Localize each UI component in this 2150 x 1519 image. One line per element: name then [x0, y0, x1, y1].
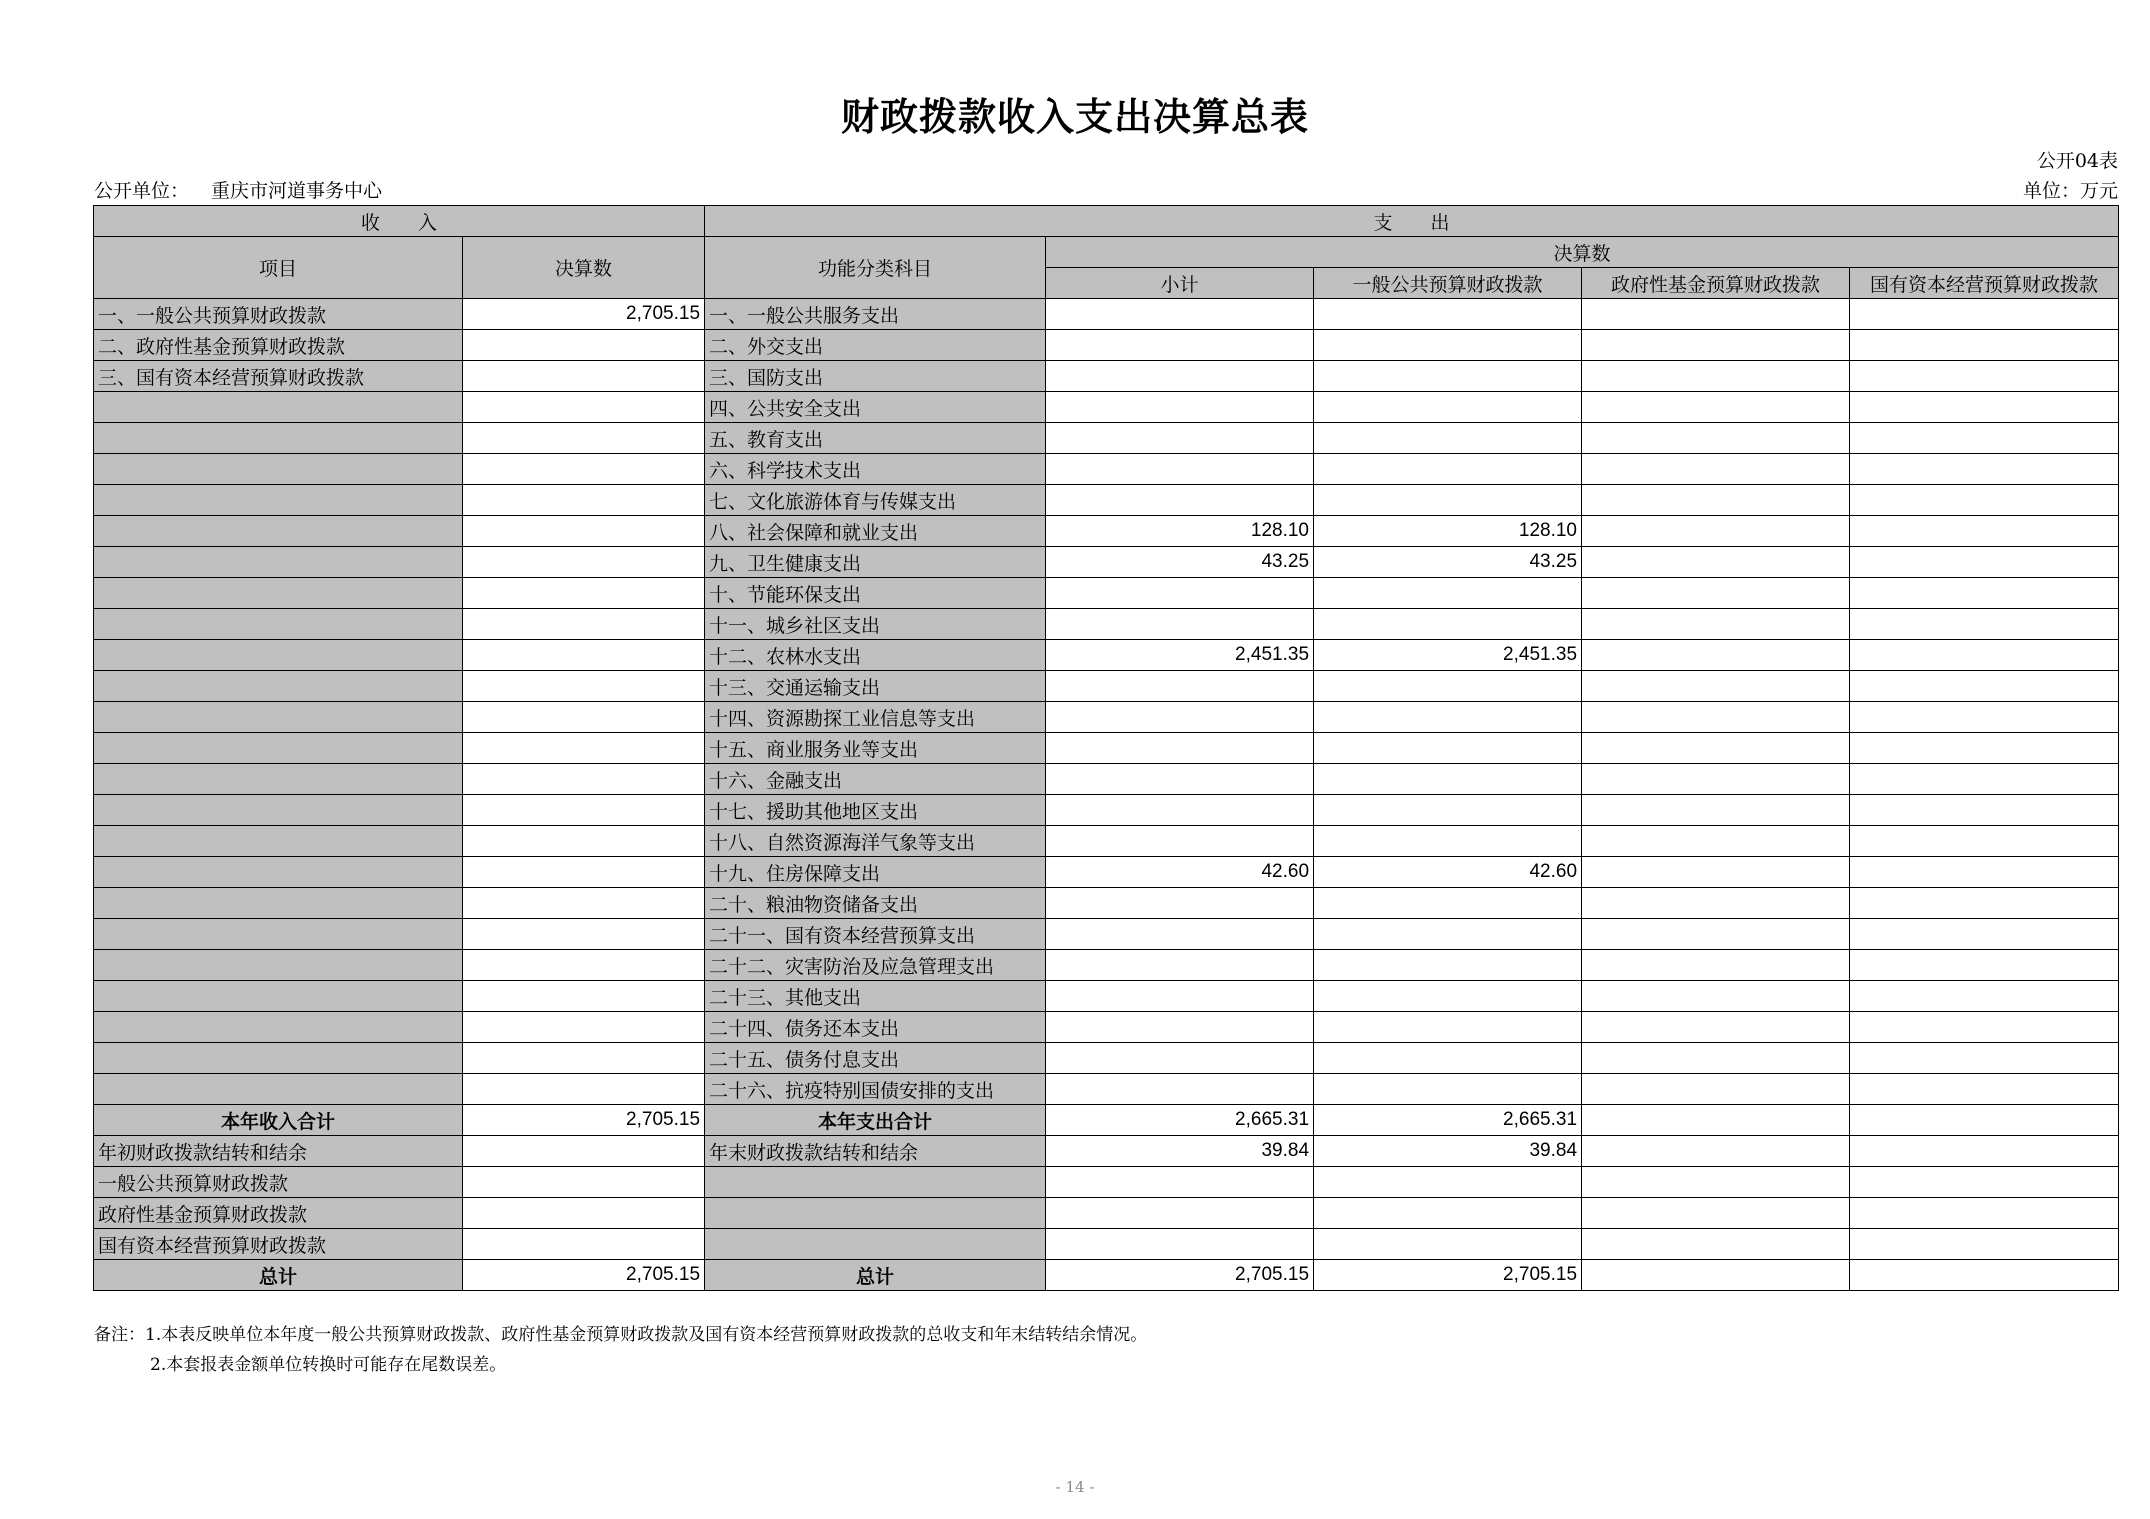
subtotal-cell: [1046, 950, 1314, 981]
state-capital-cell: [1850, 299, 2119, 330]
income-item-cell: 本年收入合计: [94, 1105, 463, 1136]
expense-item-cell: 十三、交通运输支出: [705, 671, 1046, 702]
income-item-cell: [94, 857, 463, 888]
header-row-1: [94, 206, 2119, 237]
income-amount-cell: [463, 392, 705, 423]
expense-item-cell: 七、文化旅游体育与传媒支出: [705, 485, 1046, 516]
gov-fund-cell: [1582, 950, 1850, 981]
income-item-cell: [94, 1043, 463, 1074]
table-row: [94, 392, 2119, 423]
note-1: 备注：1.本表反映单位本年度一般公共预算财政拨款、政府性基金预算财政拨款及国有资本经营预算财政拨款的总收支和年末结转结余情况。: [94, 1325, 1148, 1345]
general-cell: 128.10: [1314, 516, 1582, 547]
expense-item-cell: 二、外交支出: [705, 330, 1046, 361]
subtotal-cell: [1046, 1043, 1314, 1074]
table-row: [94, 640, 2119, 671]
general-cell: [1314, 1074, 1582, 1105]
income-item-cell: [94, 919, 463, 950]
subtotal-cell: [1046, 1167, 1314, 1198]
subtotal-cell: [1046, 733, 1314, 764]
expense-item-cell: 本年支出合计: [705, 1105, 1046, 1136]
table-row: [94, 578, 2119, 609]
carry-row: [94, 1167, 2119, 1198]
general-cell: [1314, 330, 1582, 361]
state-capital-cell: [1850, 795, 2119, 826]
income-item-cell: [94, 1012, 463, 1043]
income-amount-cell: [463, 485, 705, 516]
state-capital-cell: [1850, 1229, 2119, 1260]
carry-row: [94, 1229, 2119, 1260]
expense-item-cell: 二十、粮油物资储备支出: [705, 888, 1046, 919]
income-amount-cell: 2,705.15: [463, 1260, 705, 1291]
state-capital-cell: [1850, 423, 2119, 454]
income-amount-cell: [463, 516, 705, 547]
subtotal-cell: [1046, 1074, 1314, 1105]
income-item-cell: [94, 795, 463, 826]
subtotal-header: 小计: [1046, 268, 1314, 299]
income-amount-cell: [463, 919, 705, 950]
state-capital-cell: [1850, 392, 2119, 423]
income-item-cell: 三、国有资本经营预算财政拨款: [94, 361, 463, 392]
table-row: [94, 981, 2119, 1012]
subtotal-cell: 39.84: [1046, 1136, 1314, 1167]
income-item-cell: [94, 640, 463, 671]
state-capital-cell: [1850, 485, 2119, 516]
gov-fund-cell: [1582, 392, 1850, 423]
income-amount-cell: [463, 981, 705, 1012]
income-amount-cell: [463, 888, 705, 919]
subtotal-cell: 2,705.15: [1046, 1260, 1314, 1291]
amount-header: 决算数: [463, 237, 705, 299]
gov-fund-cell: [1582, 671, 1850, 702]
table-row: [94, 423, 2119, 454]
income-item-cell: [94, 516, 463, 547]
state-capital-cell: [1850, 671, 2119, 702]
general-cell: [1314, 361, 1582, 392]
gov-fund-cell: [1582, 826, 1850, 857]
state-capital-cell: [1850, 702, 2119, 733]
table-row: [94, 485, 2119, 516]
general-cell: 2,451.35: [1314, 640, 1582, 671]
state-capital-cell: [1850, 640, 2119, 671]
state-capital-cell: [1850, 1043, 2119, 1074]
table-row: [94, 888, 2119, 919]
gov-fund-cell: [1582, 516, 1850, 547]
expense-item-cell: 五、教育支出: [705, 423, 1046, 454]
general-cell: [1314, 733, 1582, 764]
header-row-2: [94, 237, 2119, 268]
expense-item-cell: 十二、农林水支出: [705, 640, 1046, 671]
subtotal-cell: [1046, 1229, 1314, 1260]
state-capital-cell: [1850, 516, 2119, 547]
expense-item-cell: 二十四、债务还本支出: [705, 1012, 1046, 1043]
income-item-cell: [94, 609, 463, 640]
expense-item-cell: 二十三、其他支出: [705, 981, 1046, 1012]
subtotal-cell: [1046, 299, 1314, 330]
page-number: - 14 -: [1055, 1478, 1095, 1496]
general-cell: [1314, 671, 1582, 702]
state-capital-cell: [1850, 1260, 2119, 1291]
income-amount-cell: [463, 671, 705, 702]
income-amount-cell: [463, 857, 705, 888]
expense-item-cell: 九、卫生健康支出: [705, 547, 1046, 578]
income-item-cell: 政府性基金预算财政拨款: [94, 1198, 463, 1229]
gov-fund-cell: [1582, 299, 1850, 330]
expense-item-cell: 二十一、国有资本经营预算支出: [705, 919, 1046, 950]
general-cell: 43.25: [1314, 547, 1582, 578]
state-capital-cell: [1850, 609, 2119, 640]
unit-label: 单位：万元: [2022, 180, 2118, 202]
expense-item-cell: 十五、商业服务业等支出: [705, 733, 1046, 764]
income-item-cell: 一般公共预算财政拨款: [94, 1167, 463, 1198]
subtotal-cell: 42.60: [1046, 857, 1314, 888]
state-capital-cell: [1850, 764, 2119, 795]
subtotal-cell: [1046, 795, 1314, 826]
general-cell: [1314, 485, 1582, 516]
gov-fund-cell: [1582, 330, 1850, 361]
subtotal-cell: [1046, 485, 1314, 516]
form-number: 公开04表: [2036, 150, 2118, 172]
state-capital-cell: [1850, 1136, 2119, 1167]
subtotal-cell: 43.25: [1046, 547, 1314, 578]
subtotal-cell: [1046, 764, 1314, 795]
income-item-cell: [94, 423, 463, 454]
income-amount-cell: [463, 1074, 705, 1105]
expense-item-cell: 十七、援助其他地区支出: [705, 795, 1046, 826]
gov-fund-cell: [1582, 1136, 1850, 1167]
expense-item-cell: 二十六、抗疫特别国债安排的支出: [705, 1074, 1046, 1105]
income-amount-cell: [463, 454, 705, 485]
gov-fund-header: 政府性基金预算财政拨款: [1582, 268, 1850, 299]
income-amount-cell: [463, 950, 705, 981]
gov-fund-cell: [1582, 888, 1850, 919]
subtotal-cell: [1046, 609, 1314, 640]
income-item-cell: 总计: [94, 1260, 463, 1291]
org-name: 重庆市河道事务中心: [211, 180, 383, 202]
general-cell: [1314, 826, 1582, 857]
table-row: [94, 361, 2119, 392]
income-item-cell: [94, 888, 463, 919]
subtotal-cell: [1046, 361, 1314, 392]
state-capital-cell: [1850, 1105, 2119, 1136]
income-item-cell: [94, 826, 463, 857]
gov-fund-cell: [1582, 423, 1850, 454]
gov-fund-cell: [1582, 1105, 1850, 1136]
state-capital-cell: [1850, 361, 2119, 392]
annual-total-row: [94, 1105, 2119, 1136]
gov-fund-cell: [1582, 454, 1850, 485]
income-amount-cell: [463, 330, 705, 361]
gov-fund-cell: [1582, 1074, 1850, 1105]
income-amount-cell: [463, 1198, 705, 1229]
table-row: [94, 857, 2119, 888]
table-row: [94, 950, 2119, 981]
table-row: [94, 1074, 2119, 1105]
state-capital-cell: [1850, 826, 2119, 857]
gov-fund-cell: [1582, 764, 1850, 795]
state-capital-cell: [1850, 578, 2119, 609]
general-cell: [1314, 1167, 1582, 1198]
gov-fund-cell: [1582, 857, 1850, 888]
state-capital-cell: [1850, 1074, 2119, 1105]
state-capital-cell: [1850, 1167, 2119, 1198]
expense-item-cell: 六、科学技术支出: [705, 454, 1046, 485]
gov-fund-cell: [1582, 1229, 1850, 1260]
income-amount-cell: [463, 1167, 705, 1198]
expense-item-cell: 四、公共安全支出: [705, 392, 1046, 423]
general-cell: [1314, 702, 1582, 733]
general-header: 一般公共预算财政拨款: [1314, 268, 1582, 299]
subtotal-cell: [1046, 454, 1314, 485]
expense-item-cell: [705, 1167, 1046, 1198]
income-header: 收 入: [94, 206, 705, 237]
income-item-cell: [94, 702, 463, 733]
income-item-cell: [94, 392, 463, 423]
general-cell: [1314, 981, 1582, 1012]
general-cell: 42.60: [1314, 857, 1582, 888]
gov-fund-cell: [1582, 702, 1850, 733]
income-item-cell: 国有资本经营预算财政拨款: [94, 1229, 463, 1260]
state-capital-header: 国有资本经营预算财政拨款: [1850, 268, 2119, 299]
table-row: [94, 795, 2119, 826]
table-row: [94, 609, 2119, 640]
income-item-cell: [94, 485, 463, 516]
subtotal-cell: [1046, 702, 1314, 733]
state-capital-cell: [1850, 1198, 2119, 1229]
state-capital-cell: [1850, 547, 2119, 578]
income-amount-cell: 2,705.15: [463, 299, 705, 330]
carry-row: [94, 1198, 2119, 1229]
state-capital-cell: [1850, 888, 2119, 919]
subtotal-cell: [1046, 888, 1314, 919]
table-row: [94, 454, 2119, 485]
general-cell: 39.84: [1314, 1136, 1582, 1167]
income-amount-cell: [463, 609, 705, 640]
general-cell: [1314, 919, 1582, 950]
income-amount-cell: [463, 547, 705, 578]
income-amount-cell: [463, 733, 705, 764]
gov-fund-cell: [1582, 1043, 1850, 1074]
state-capital-cell: [1850, 733, 2119, 764]
subtotal-cell: [1046, 826, 1314, 857]
page-title: 财政拨款收入支出决算总表: [840, 95, 1309, 139]
subtotal-cell: [1046, 392, 1314, 423]
general-cell: [1314, 609, 1582, 640]
expense-item-cell: 一、一般公共服务支出: [705, 299, 1046, 330]
state-capital-cell: [1850, 1012, 2119, 1043]
table-row: [94, 919, 2119, 950]
subtotal-cell: 2,665.31: [1046, 1105, 1314, 1136]
gov-fund-cell: [1582, 733, 1850, 764]
gov-fund-cell: [1582, 1012, 1850, 1043]
income-item-cell: 年初财政拨款结转和结余: [94, 1136, 463, 1167]
income-item-cell: [94, 733, 463, 764]
expense-header: 支 出: [705, 206, 2119, 237]
subtotal-cell: 2,451.35: [1046, 640, 1314, 671]
state-capital-cell: [1850, 454, 2119, 485]
general-cell: [1314, 1012, 1582, 1043]
state-capital-cell: [1850, 330, 2119, 361]
general-cell: [1314, 578, 1582, 609]
final-header: 决算数: [1046, 237, 2119, 268]
expense-item-cell: 十八、自然资源海洋气象等支出: [705, 826, 1046, 857]
table-row: [94, 671, 2119, 702]
expense-item-cell: [705, 1229, 1046, 1260]
income-item-cell: [94, 547, 463, 578]
income-amount-cell: [463, 1043, 705, 1074]
income-item-cell: [94, 454, 463, 485]
state-capital-cell: [1850, 919, 2119, 950]
subtotal-cell: [1046, 1198, 1314, 1229]
carry-row: [94, 1136, 2119, 1167]
expense-item-cell: 总计: [705, 1260, 1046, 1291]
general-cell: [1314, 299, 1582, 330]
income-amount-cell: 2,705.15: [463, 1105, 705, 1136]
income-amount-cell: [463, 361, 705, 392]
general-cell: [1314, 795, 1582, 826]
table-row: [94, 764, 2119, 795]
income-amount-cell: [463, 578, 705, 609]
gov-fund-cell: [1582, 981, 1850, 1012]
gov-fund-cell: [1582, 1167, 1850, 1198]
income-amount-cell: [463, 702, 705, 733]
state-capital-cell: [1850, 857, 2119, 888]
gov-fund-cell: [1582, 919, 1850, 950]
gov-fund-cell: [1582, 547, 1850, 578]
expense-item-cell: 十九、住房保障支出: [705, 857, 1046, 888]
gov-fund-cell: [1582, 640, 1850, 671]
income-amount-cell: [463, 640, 705, 671]
table-row: [94, 1012, 2119, 1043]
subtotal-cell: [1046, 671, 1314, 702]
general-cell: 2,705.15: [1314, 1260, 1582, 1291]
org-label: 公开单位：: [94, 180, 190, 202]
income-item-cell: [94, 764, 463, 795]
table-row: [94, 826, 2119, 857]
gov-fund-cell: [1582, 485, 1850, 516]
expense-item-cell: 十四、资源勘探工业信息等支出: [705, 702, 1046, 733]
table-row: [94, 702, 2119, 733]
general-cell: [1314, 392, 1582, 423]
income-amount-cell: [463, 795, 705, 826]
expense-item-cell: 十一、城乡社区支出: [705, 609, 1046, 640]
general-cell: [1314, 1198, 1582, 1229]
income-amount-cell: [463, 1012, 705, 1043]
func-header: 功能分类科目: [705, 237, 1046, 299]
expense-item-cell: [705, 1198, 1046, 1229]
state-capital-cell: [1850, 950, 2119, 981]
general-cell: [1314, 423, 1582, 454]
subtotal-cell: [1046, 423, 1314, 454]
subtotal-cell: [1046, 919, 1314, 950]
income-item-cell: [94, 950, 463, 981]
table-row: [94, 299, 2119, 330]
gov-fund-cell: [1582, 609, 1850, 640]
expense-item-cell: 八、社会保障和就业支出: [705, 516, 1046, 547]
general-cell: [1314, 1043, 1582, 1074]
table-row: [94, 516, 2119, 547]
expense-item-cell: 十、节能环保支出: [705, 578, 1046, 609]
table-row: [94, 733, 2119, 764]
gov-fund-cell: [1582, 795, 1850, 826]
state-capital-cell: [1850, 981, 2119, 1012]
income-item-cell: [94, 578, 463, 609]
subtotal-cell: [1046, 981, 1314, 1012]
income-item-cell: [94, 671, 463, 702]
notes: [94, 1320, 1147, 1380]
subtotal-cell: [1046, 578, 1314, 609]
org-line: [94, 176, 382, 203]
subtotal-cell: [1046, 330, 1314, 361]
general-cell: [1314, 454, 1582, 485]
gov-fund-cell: [1582, 361, 1850, 392]
general-cell: 2,665.31: [1314, 1105, 1582, 1136]
income-amount-cell: [463, 423, 705, 454]
general-cell: [1314, 764, 1582, 795]
general-cell: [1314, 1229, 1582, 1260]
table-row: [94, 330, 2119, 361]
item-header: 项目: [94, 237, 463, 299]
income-item-cell: 一、一般公共预算财政拨款: [94, 299, 463, 330]
income-item-cell: [94, 1074, 463, 1105]
expense-item-cell: 年末财政拨款结转和结余: [705, 1136, 1046, 1167]
expense-item-cell: 二十五、债务付息支出: [705, 1043, 1046, 1074]
income-item-cell: [94, 981, 463, 1012]
general-cell: [1314, 950, 1582, 981]
general-cell: [1314, 888, 1582, 919]
gov-fund-cell: [1582, 1260, 1850, 1291]
income-amount-cell: [463, 764, 705, 795]
grand-total-row: [94, 1260, 2119, 1291]
expense-item-cell: 三、国防支出: [705, 361, 1046, 392]
note-2: 2.本套报表金额单位转换时可能存在尾数误差。: [150, 1355, 507, 1375]
income-amount-cell: [463, 1229, 705, 1260]
table-row: [94, 1043, 2119, 1074]
income-amount-cell: [463, 826, 705, 857]
income-amount-cell: [463, 1136, 705, 1167]
gov-fund-cell: [1582, 1198, 1850, 1229]
income-item-cell: 二、政府性基金预算财政拨款: [94, 330, 463, 361]
finance-table: [93, 205, 2119, 1291]
subtotal-cell: [1046, 1012, 1314, 1043]
subtotal-cell: 128.10: [1046, 516, 1314, 547]
expense-item-cell: 十六、金融支出: [705, 764, 1046, 795]
gov-fund-cell: [1582, 578, 1850, 609]
expense-item-cell: 二十二、灾害防治及应急管理支出: [705, 950, 1046, 981]
table-row: [94, 547, 2119, 578]
